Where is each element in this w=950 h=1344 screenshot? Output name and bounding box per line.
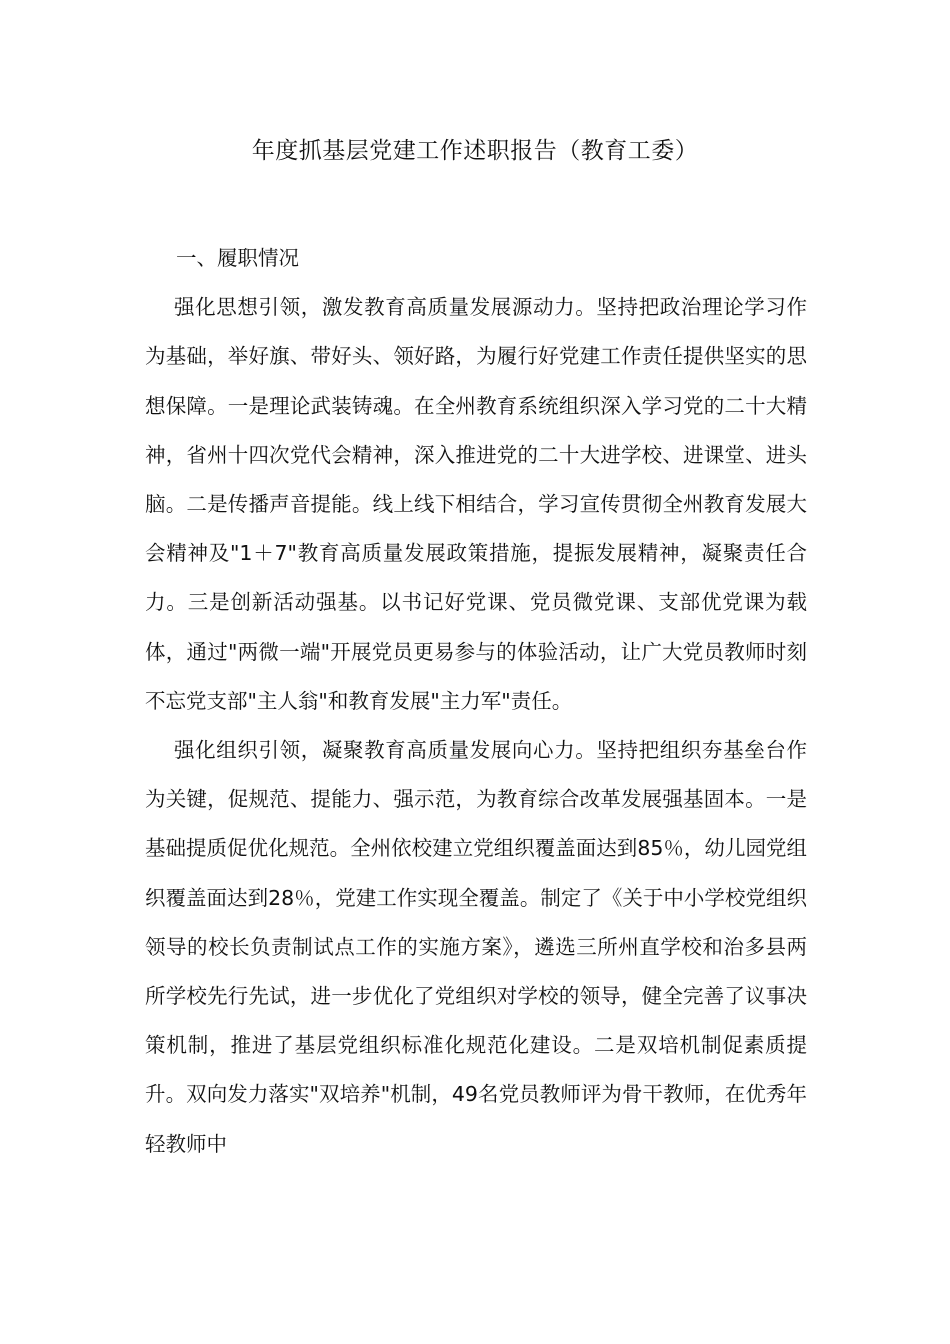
document-body: [145, 234, 807, 1169]
paragraph-thought-guidance: 强化思想引领，激发教育高质量发展源动力。坚持把政治理论学习作为基础，举好旗、带好头、领好路，为履行好党建工作责任提供坚实的思想保障。一是理论武装铸魂。在全州教育系统组织深入学习党的二十大精神，省州十四次党代会精神，深入推进党的二十大进学校、进课堂、进头脑。二是传播声音提能。线上线下相结合，学习宣传贯彻全州教育发展大会精神及"1＋7"教育高质量发展政策措施，提振发展精神，凝聚责任合力。三是创新活动强基。以书记好党课、党员微党课、支部优党课为载体，通过"两微一端"开展党员更易参与的体验活动，让广大党员教师时刻不忘党支部"主人翁"和教育发展"主力军"责任。: [145, 295, 807, 713]
document-title: 年度抓基层党建工作述职报告（教育工委）: [251, 138, 699, 164]
paragraph-organization-guidance: 强化组织引领，凝聚教育高质量发展向心力。坚持把组织夯基垒台作为关键，促规范、提能力、强示范，为教育综合改革发展强基固本。一是基础提质促优化规范。全州依校建立党组织覆盖面达到85％，幼儿园党组织覆盖面达到28％，党建工作实现全覆盖。制定了《关于中小学校党组织领导的校长负责制试点工作的实施方案》，遴选三所州直学校和治多县两所学校先行先试，进一步优化了党组织对学校的领导，健全完善了议事决策机制，推进了基层党组织标准化规范化建设。二是双培机制促素质提升。双向发力落实"双培养"机制，49名党员教师评为骨干教师，在优秀年轻教师中: [145, 738, 807, 1156]
section-heading: 一、履职情况: [176, 246, 299, 270]
